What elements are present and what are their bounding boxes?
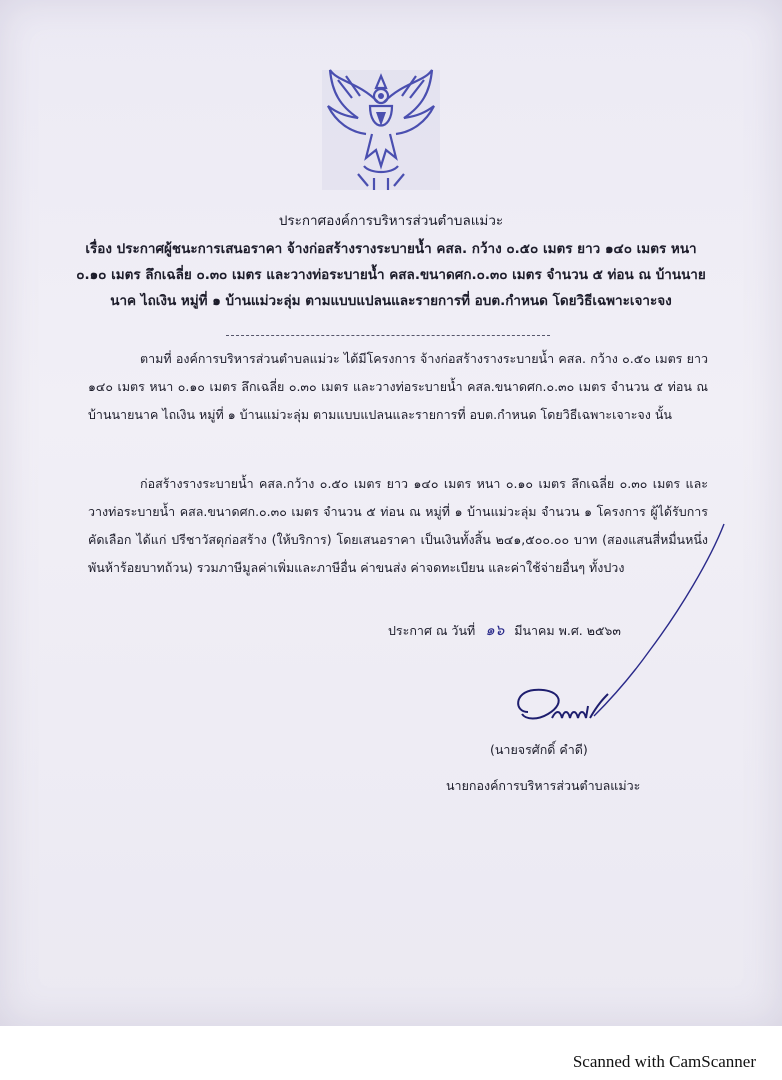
date-day-handwritten: ๑๖ (485, 621, 505, 639)
paragraph-text: ตามที่ องค์การบริหารส่วนตำบลแม่วะ ได้มีโครงการ จ้างก่อสร้างรางระบายน้ำ คสล. กว้าง ๐.๕๐ เมตร ยาว ๑๔๐ เมตร หนา ๐.๑๐ เมตร ลึกเฉลี่ย ๐.๓๐ เมตร และวางท่อระบายน้ำ คสล.ขนาดศก.๐.๓๐ เมตร จำนวน ๕ ท่อน ณ บ้านนายนาค ไถเงิน หมู่ที่ ๑ บ้านแม่วะลุ่ม ตามแบบแปลนและรายการที่ อบต.กำหนด โดยวิธีเฉพาะเจาะจง นั้น (88, 351, 708, 422)
subject-line: นาค ไถเงิน หมู่ที่ ๑ บ้านแม่วะลุ่ม ตามแบบแปลนและรายการที่ อบต.กำหนด โดยวิธีเฉพาะเจาะจง (110, 293, 672, 309)
date-prefix: ประกาศ ณ วันที่ (388, 623, 476, 638)
date-suffix: มีนาคม พ.ศ. ๒๕๖๓ (514, 623, 621, 638)
handwritten-signature (508, 684, 628, 734)
signer-name: (นายจรศักดิ์ คำดี) (490, 742, 588, 757)
subject-line: ๐.๑๐ เมตร ลึกเฉลี่ย ๐.๓๐ เมตร และวางท่อระบายน้ำ คสล.ขนาดศก.๐.๓๐ เมตร จำนวน ๕ ท่อน ณ บ้านนาย (76, 267, 706, 283)
announcement-date (388, 618, 621, 642)
announcement-subject (60, 236, 722, 314)
paragraph-text: ก่อสร้างรางระบายน้ำ คสล.กว้าง ๐.๕๐ เมตร ยาว ๑๔๐ เมตร หนา ๐.๑๐ เมตร ลึกเฉลี่ย ๐.๓๐ เมตร และวางท่อระบายน้ำ คสล.ขนาดศก.๐.๓๐ เมตร จำนวน ๕ ท่อน ณ หมู่ที่ ๑ บ้านแม่วะลุ่ม จำนวน ๑ โครงการ ผู้ได้รับการคัดเลือก ได้แก่ ปรีชาวัสดุก่อสร้าง (ให้บริการ) โดยเสนอราคา เป็นเงินทั้งสิ้น ๒๔๑,๕๐๐.๐๐ บาท (สองแสนสี่หมื่นหนึ่งพันห้าร้อยบาทถ้วน) รวมภาษีมูลค่าเพิ่มและภาษีอื่น ค่าขนส่ง ค่าจดทะเบียน และค่าใช้จ่ายอื่นๆ ทั้งปวง (88, 476, 708, 575)
announcement-title: ประกาศองค์การบริหารส่วนตำบลแม่วะ (278, 213, 504, 229)
separator-line (226, 335, 550, 336)
garuda-emblem-icon (318, 62, 444, 196)
body-paragraph-1 (88, 345, 708, 429)
signer-title: นายกองค์การบริหารส่วนตำบลแม่วะ (446, 778, 641, 793)
scanner-watermark-text: Scanned with CamScanner (572, 1052, 756, 1071)
subject-line: เรื่อง ประกาศผู้ชนะการเสนอราคา จ้างก่อสร้างรางระบายน้ำ คสล. กว้าง ๐.๕๐ เมตร ยาว ๑๔๐ เมตร หนา (85, 241, 697, 257)
